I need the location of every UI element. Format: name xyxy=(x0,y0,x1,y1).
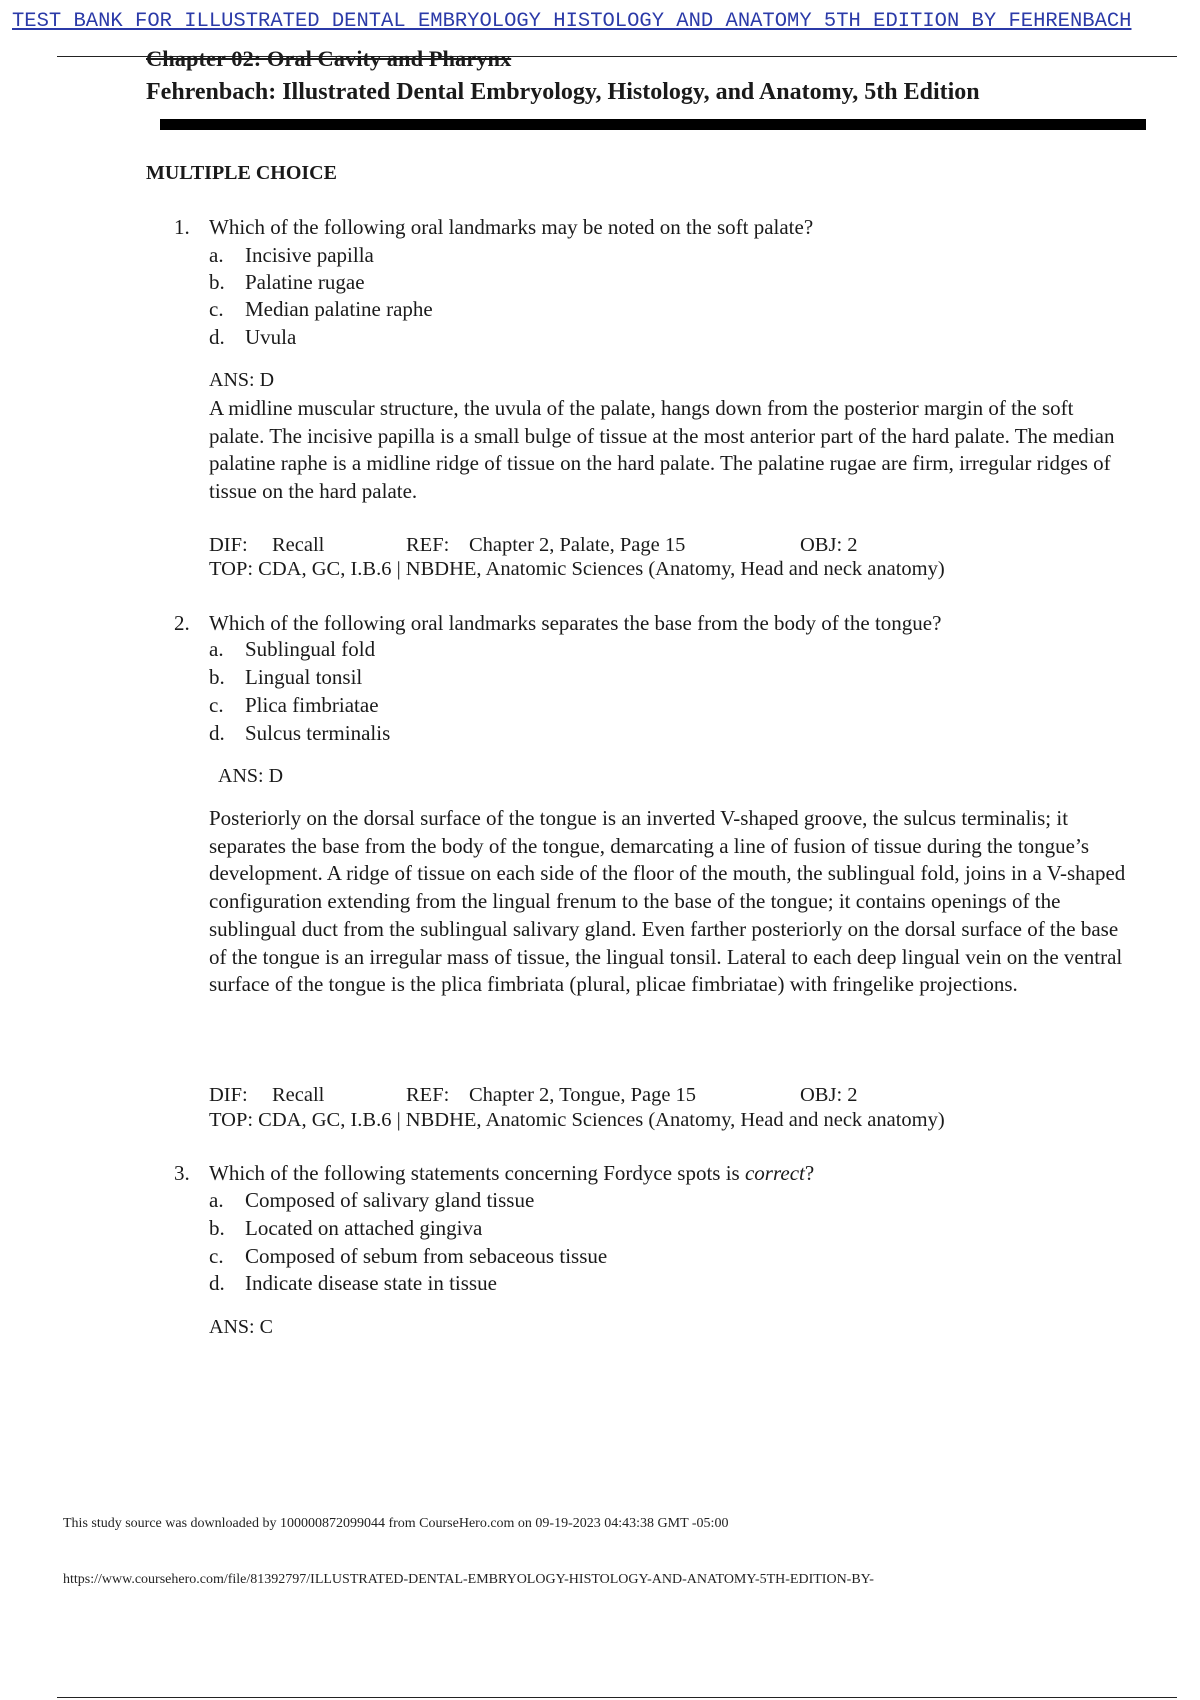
topic: TOP: CDA, GC, I.B.6 | NBDHE, Anatomic Sciences (Anatomy, Head and neck anatomy) xyxy=(209,1109,945,1131)
bottom-divider xyxy=(57,1697,1177,1698)
answer-key: ANS: D xyxy=(209,369,275,391)
difficulty-label: DIF: xyxy=(209,534,248,556)
question-text-end: ? xyxy=(804,1161,815,1185)
question-number: 1. xyxy=(174,215,190,239)
reference-label: REF: xyxy=(406,1084,450,1106)
option-text: Indicate disease state in tissue xyxy=(245,1271,497,1295)
question-text-start: Which of the following statements concerning Fordyce spots is xyxy=(209,1161,745,1185)
option-text: Sublingual fold xyxy=(245,637,376,661)
option-letter: a. xyxy=(209,243,224,267)
answer-rationale: A midline muscular structure, the uvula of the palate, hangs down from the posterior margin of the soft palate. The incisive papilla is a small bulge of tissue at the most anterior part of the hard palate. The median palatine raphe is a midline ridge of tissue on the hard palate. The palatine rugae are firm, irregular ridges of tissue on the hard palate. xyxy=(209,396,1115,504)
download-notice: This study source was downloaded by 100000872099044 from CourseHero.com on 09-19-2023 04:43:38 GMT -05:00 xyxy=(63,1516,729,1531)
question-number: 3. xyxy=(174,1161,190,1185)
option-text: Sulcus terminalis xyxy=(245,721,391,745)
objective: OBJ: 2 xyxy=(800,534,858,556)
option-letter: d. xyxy=(209,721,225,745)
option-text: Composed of sebum from sebaceous tissue xyxy=(245,1244,608,1268)
section-heading: MULTIPLE CHOICE xyxy=(146,162,337,184)
answer-key: ANS: C xyxy=(209,1316,273,1338)
difficulty-value: Recall xyxy=(272,1084,325,1106)
chapter-title: Chapter 02: Oral Cavity and Pharynx xyxy=(146,46,512,71)
option-text: Lingual tonsil xyxy=(245,665,363,689)
reference-value: Chapter 2, Tongue, Page 15 xyxy=(469,1084,697,1106)
option-letter: a. xyxy=(209,637,224,661)
book-title: Fehrenbach: Illustrated Dental Embryology, Histology, and Anatomy, 5th Edition xyxy=(146,79,980,105)
test-bank-banner-link[interactable]: TEST BANK FOR ILLUSTRATED DENTAL EMBRYOLOGY HISTOLOGY AND ANATOMY 5TH EDITION BY FEHRENBACH xyxy=(12,10,1132,33)
option-text: Median palatine raphe xyxy=(245,297,433,321)
question-number: 2. xyxy=(174,611,190,635)
source-url[interactable]: https://www.coursehero.com/file/81392797/ILLUSTRATED-DENTAL-EMBRYOLOGY-HISTOLOGY-AND-ANATOMY-5TH-EDITION-BY- xyxy=(63,1572,874,1587)
option-letter: b. xyxy=(209,665,225,689)
option-letter: c. xyxy=(209,297,224,321)
option-letter: c. xyxy=(209,1244,224,1268)
answer-rationale: Posteriorly on the dorsal surface of the tongue is an inverted V-shaped groove, the sulcus terminalis; it separates the base from the body of the tongue, demarcating a line of fusion of tissue during the tongue’s development. A ridge of tissue on each side of the floor of the mouth, the sublingual fold, joins in a V-shaped configuration extending from the lingual frenum to the base of the tongue; it contains openings of the sublingual duct from the sublingual salivary gland. Even farther posteriorly on the dorsal surface of the base of the tongue is an irregular mass of tissue, the lingual tonsil. Lateral to each deep lingual vein on the ventral surface of the tongue is the plica fimbriata (plural, plicae fimbriatae) with fringelike projections. xyxy=(209,806,1126,997)
option-letter: b. xyxy=(209,1216,225,1240)
option-text: Plica fimbriatae xyxy=(245,693,379,717)
option-letter: c. xyxy=(209,693,224,717)
option-letter: d. xyxy=(209,1271,225,1295)
reference-label: REF: xyxy=(406,534,450,556)
difficulty-value: Recall xyxy=(272,534,325,556)
question-text xyxy=(209,1160,814,1186)
option-text: Located on attached gingiva xyxy=(245,1216,483,1240)
option-letter: b. xyxy=(209,270,225,294)
topic: TOP: CDA, GC, I.B.6 | NBDHE, Anatomic Sciences (Anatomy, Head and neck anatomy) xyxy=(209,558,945,580)
title-underline-bar xyxy=(160,119,1146,130)
question-text-emphasis: correct xyxy=(744,1161,805,1185)
answer-key: ANS: D xyxy=(218,765,284,787)
option-text: Composed of salivary gland tissue xyxy=(245,1188,535,1212)
reference-value: Chapter 2, Palate, Page 15 xyxy=(469,534,686,556)
objective: OBJ: 2 xyxy=(800,1084,858,1106)
difficulty-label: DIF: xyxy=(209,1084,248,1106)
question-text: Which of the following oral landmarks separates the base from the body of the tongue? xyxy=(209,611,942,635)
option-letter: d. xyxy=(209,325,225,349)
option-letter: a. xyxy=(209,1188,224,1212)
option-text: Incisive papilla xyxy=(245,243,374,267)
option-text: Uvula xyxy=(245,325,297,349)
option-text: Palatine rugae xyxy=(245,270,365,294)
question-text: Which of the following oral landmarks may be noted on the soft palate? xyxy=(209,215,814,239)
